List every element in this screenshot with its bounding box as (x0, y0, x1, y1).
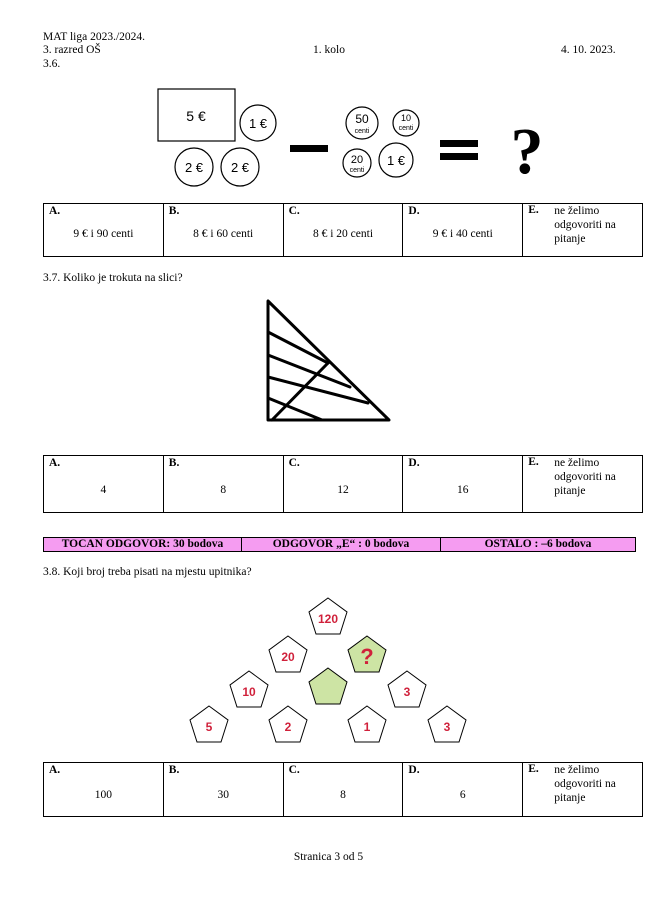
answers-table-3-6 (43, 203, 643, 257)
answers-table-3-8 (43, 762, 643, 817)
coin-20-label: 20 (350, 154, 364, 166)
coin-10-label: 10 (400, 113, 412, 123)
pentagon-row2-left (269, 636, 307, 672)
svg-text:1: 1 (363, 720, 371, 734)
pentagon-pyramid-figure (180, 595, 480, 750)
answers-table-3-7 (43, 455, 643, 513)
svg-text:120: 120 (317, 612, 339, 626)
question-3-6-number: 3.6. (43, 58, 61, 70)
answer-a[interactable]: A. 9 € i 90 centi (44, 204, 164, 257)
answer-b[interactable]: B. 8 € i 60 centi (163, 204, 283, 257)
coin-1-euro-b-label: 1 € (386, 153, 406, 168)
coin-2-euro-a-label: 2 € (184, 160, 204, 175)
grade-label: 3. razred OŠ (43, 44, 101, 56)
pentagon-row4-2 (269, 706, 307, 742)
pentagon-row4-4 (428, 706, 466, 742)
pentagon-row3-center (309, 668, 347, 704)
page-footer: Stranica 3 od 5 (293, 851, 364, 863)
answer-a[interactable]: A. 4 (44, 456, 164, 513)
coin-50-unit: centi (354, 128, 370, 135)
svg-text:10: 10 (242, 685, 256, 699)
coin-10-unit: centi (398, 125, 414, 132)
banknote-5-label: 5 € (186, 108, 206, 124)
answer-e[interactable]: E. ne želimo odgovoriti na pitanje (523, 763, 643, 817)
equals-sign-bottom (440, 153, 478, 160)
question-3-7-text: 3.7. Koliko je trokuta na slici? (43, 272, 183, 284)
coin-1-euro-label: 1 € (248, 116, 268, 131)
answer-a[interactable]: A. 100 (44, 763, 164, 817)
equals-sign-top (440, 140, 478, 147)
triangle-figure (262, 295, 397, 425)
minus-sign (290, 145, 328, 152)
answer-c[interactable]: C. 12 (283, 456, 403, 513)
svg-text:5: 5 (205, 720, 213, 734)
pentagon-row4-1 (190, 706, 228, 742)
pentagon-row3-right (388, 671, 426, 707)
svg-text:3: 3 (403, 685, 411, 699)
round-label: 1. kolo (313, 44, 345, 56)
svg-text:3: 3 (443, 720, 451, 734)
money-equation-figure (150, 85, 560, 195)
question-3-8-text: 3.8. Koji broj treba pisati na mjestu upitnika? (43, 566, 252, 578)
svg-text:20: 20 (281, 650, 295, 664)
answer-d[interactable]: D. 6 (403, 763, 523, 817)
coin-2-euro-b-label: 2 € (230, 160, 250, 175)
scoring-correct: TOCAN ODGOVOR: 30 bodova (44, 538, 242, 551)
svg-text:2: 2 (284, 720, 292, 734)
scoring-e-answer: ODGOVOR „E“ : 0 bodova (242, 538, 441, 551)
answer-c[interactable]: C. 8 € i 20 centi (283, 204, 403, 257)
answer-e[interactable]: E. ne želimo odgovoriti na pitanje (523, 204, 643, 257)
answer-e[interactable]: E. ne želimo odgovoriti na pitanje (523, 456, 643, 513)
question-mark-symbol: ? (510, 115, 544, 188)
svg-text:?: ? (360, 644, 374, 669)
answer-d[interactable]: D. 16 (403, 456, 523, 513)
answer-b[interactable]: B. 8 (163, 456, 283, 513)
date-label: 4. 10. 2023. (561, 44, 616, 56)
scoring-bar (43, 537, 636, 552)
coin-50-label: 50 (355, 112, 369, 126)
league-title: MAT liga 2023./2024. (43, 31, 146, 43)
pentagon-top (309, 598, 347, 634)
scoring-other: OSTALO : –6 bodova (484, 538, 592, 550)
answer-b[interactable]: B. 30 (163, 763, 283, 817)
coin-20-unit: centi (349, 167, 365, 174)
answer-d[interactable]: D. 9 € i 40 centi (403, 204, 523, 257)
answer-c[interactable]: C. 8 (283, 763, 403, 817)
pentagon-row3-left (230, 671, 268, 707)
pentagon-row2-right (348, 636, 386, 672)
inner-line-3 (268, 377, 368, 403)
pentagon-row4-3 (348, 706, 386, 742)
